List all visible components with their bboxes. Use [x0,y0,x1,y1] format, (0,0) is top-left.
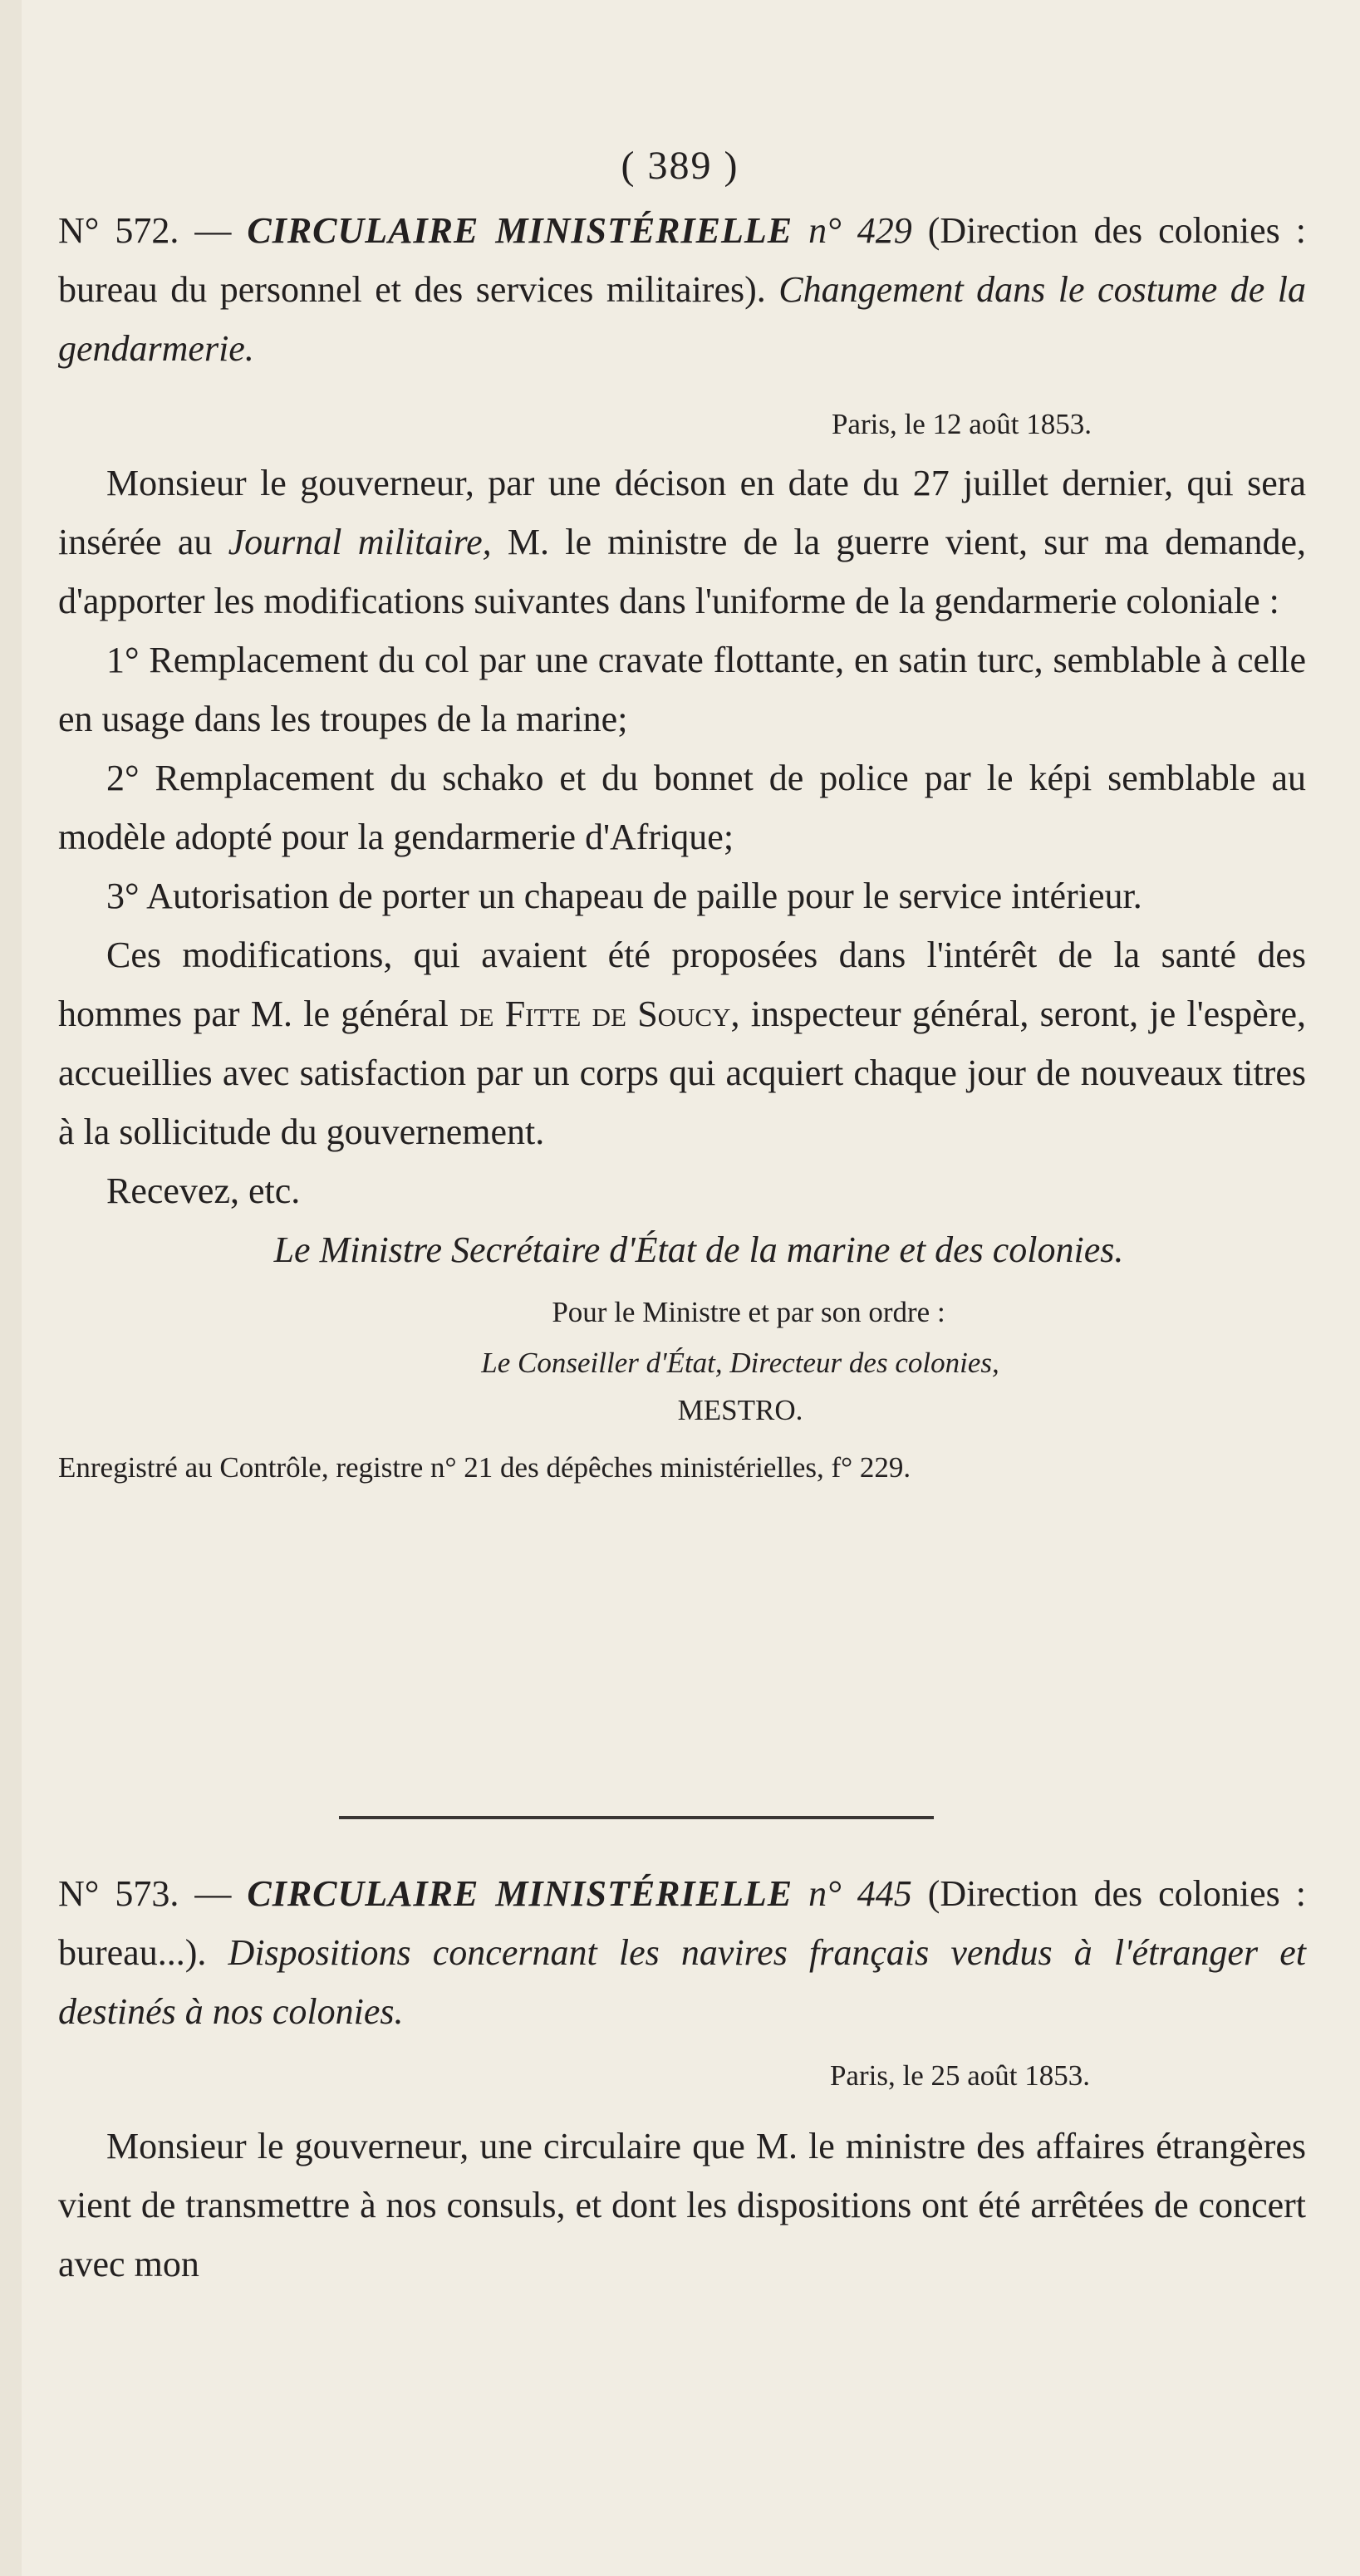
circular-572-signature-title: Le Ministre Secrétaire d'État de la marine et des colonies. [273,1229,1124,1270]
circular-572-director-line: Le Conseiller d'État, Directeur des colonies, [481,1347,999,1379]
circular-572-paragraph-2 [58,925,1306,1161]
circular-572 [58,201,1306,1490]
circular-572-closing: Recevez, etc. [106,1170,301,1211]
circular-573-heading [58,1864,1306,2041]
circular-572-order-line: Pour le Ministre et par son ordre : [552,1296,945,1328]
circular-572-heading [58,201,1306,378]
circular-572-item-3: 3° Autorisation de porter un chapeau de paille pour le service intérieur. [106,876,1142,916]
circular-573-paragraph-1: Monsieur le gouverneur, une circulaire que M. le ministre des affaires étrangères vient de transmettre à nos consuls, et dont les dispositions ont été arrêtées de concert avec mon [58,2126,1306,2284]
circular-572-director-name: MESTRO. [677,1394,803,1426]
circular-573-title: CIRCULAIRE MINISTÉRIELLE [247,1873,793,1914]
paragraph-text: Ces modifications, qui avaient été proposées dans l'intérêt de la santé des hommes par M. le général [58,935,1306,1034]
circular-573-direction: (Direction des colonies : bureau...). [58,1873,1307,1973]
journal-name: Journal militaire, [228,522,492,562]
circular-572-paragraph-1 [58,454,1306,631]
circular-572-title-no: n° 429 [808,210,912,251]
paragraph-text: M. le ministre de la guerre vient, sur ma demande, d'apporter les modifications suivantes dans l'uniforme de la gendarmerie coloniale : [58,522,1307,621]
circular-572-title: CIRCULAIRE MINISTÉRIELLE [247,210,793,251]
circular-573 [58,1864,1306,2294]
circular-572-direction: (Direction des colonies : bureau du personnel et des services militaires). [58,210,1307,310]
circular-573-title-no: n° 445 [808,1873,912,1914]
circular-573-subject: Dispositions concernant les navires français vendus à l'étranger et destinés à nos colonies. [58,1932,1306,2032]
circular-573-number: N° 573. — [58,1873,232,1914]
circular-573-dateline: Paris, le 25 août 1853. [829,2059,1090,2092]
circular-572-number: N° 572. — [58,210,232,251]
circular-572-subject: Changement dans le costume de la gendarmerie. [58,269,1307,369]
general-name: de Fitte de Soucy, [459,994,740,1034]
circular-572-item-2: 2° Remplacement du schako et du bonnet de police par le képi semblable au modèle adopté pour la gendarmerie d'Afrique; [58,758,1306,857]
circular-572-dateline: Paris, le 12 août 1853. [831,408,1092,440]
circular-572-item-1: 1° Remplacement du col par une cravate flottante, en satin turc, semblable à celle en usage dans les troupes de la marine; [58,640,1306,739]
paragraph-text: inspecteur général, seront, je l'espère, accueillies avec satisfaction par un corps qui acquiert chaque jour de nouveaux titres à la sollicitude du gouvernement. [58,994,1307,1152]
page-number: ( 389 ) [621,144,739,188]
section-divider [339,1816,934,1819]
paragraph-text: Monsieur le gouverneur, par une décison en date du 27 juillet dernier, qui sera insérée au [58,463,1306,562]
circular-572-registration: Enregistré au Contrôle, registre n° 21 des dépêches ministérielles, f° 229. [58,1451,911,1484]
